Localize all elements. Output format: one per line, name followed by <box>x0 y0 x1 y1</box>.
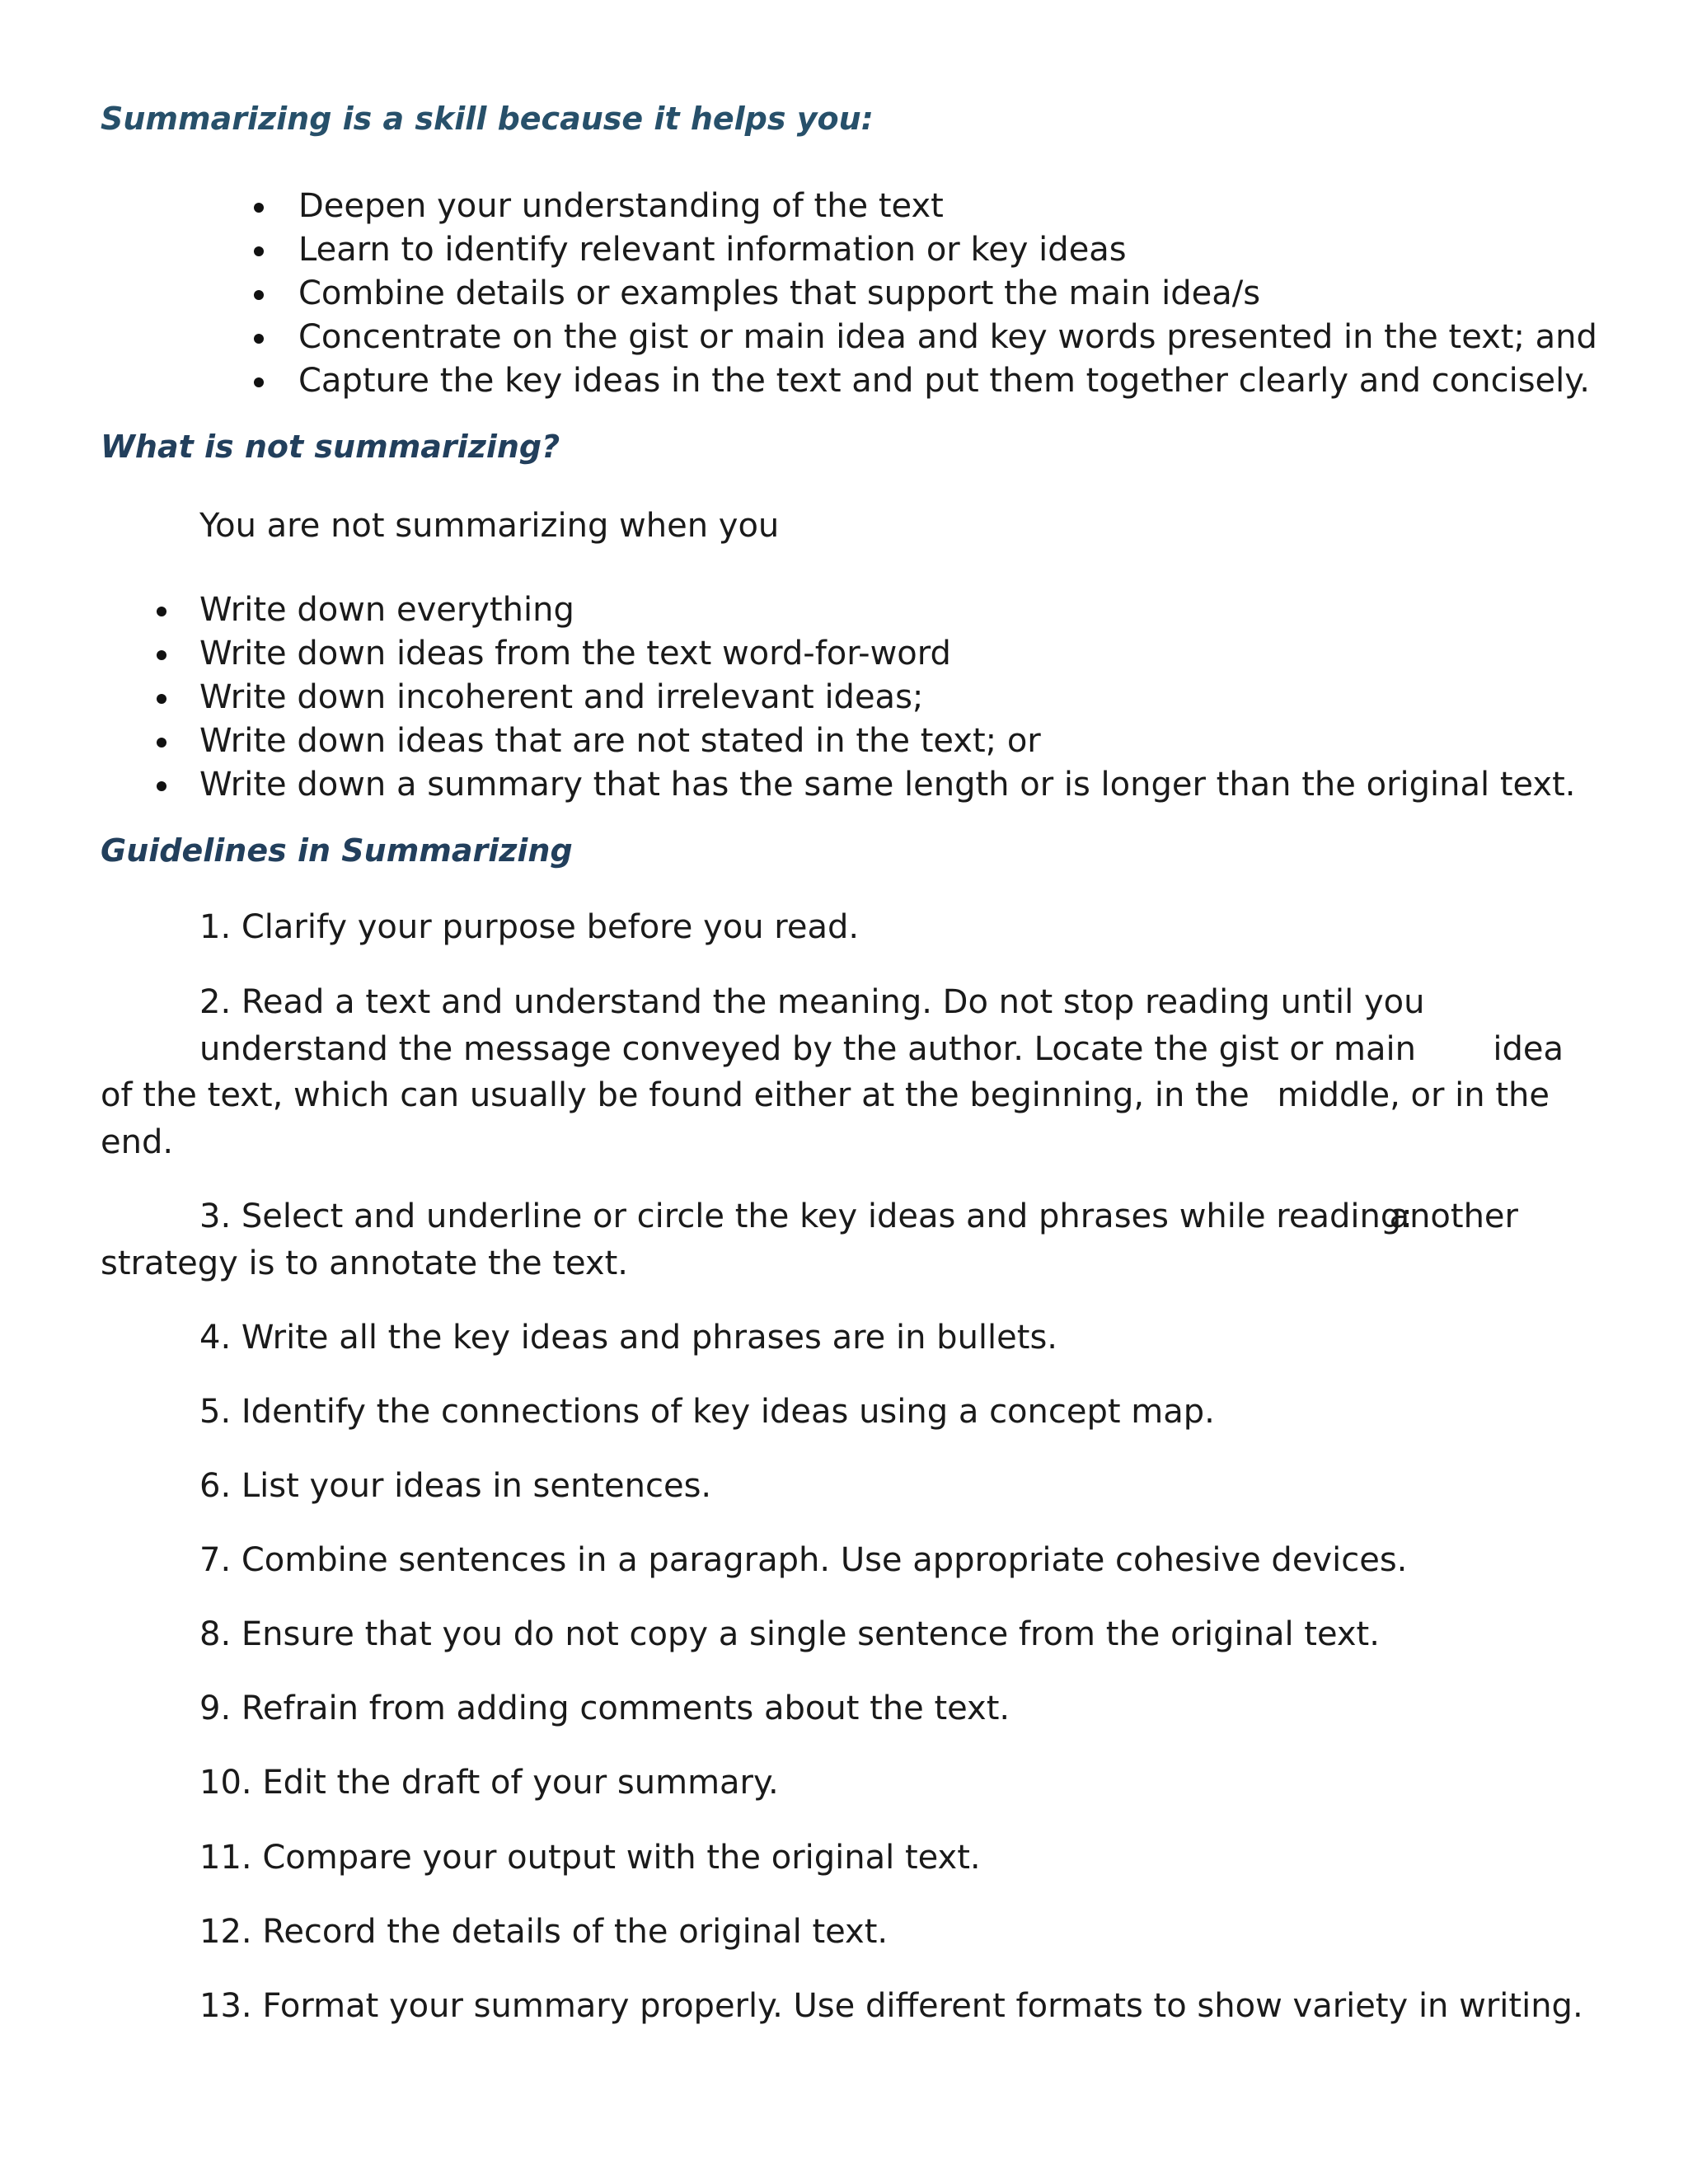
list-item: Capture the key ideas in the text and put them together clearly and concisely. <box>298 359 1597 403</box>
guideline-step-1: 1. Clarify your purpose before you read. <box>199 908 860 946</box>
bullet-icon <box>254 377 264 387</box>
list-item: Write down ideas from the text word-for-word <box>199 632 1576 676</box>
list-item: Deepen your understanding of the text <box>298 185 1597 228</box>
bullet-icon <box>157 781 166 791</box>
list-item: Combine details or examples that support the main idea/s <box>298 272 1597 316</box>
bullet-icon <box>157 650 166 660</box>
guideline-step-6: 6. List your ideas in sentences. <box>199 1467 712 1505</box>
list-item: Write down a summary that has the same length or is longer than the original text. <box>199 763 1576 807</box>
guideline-step-13: 13. Format your summary properly. Use different formats to show variety in writing. <box>199 1987 1583 2025</box>
step-3-line-1-end: another <box>1389 1197 1518 1235</box>
section-heading-guidelines: Guidelines in Summarizing <box>101 832 573 869</box>
list-item: Write down everything <box>199 588 1576 632</box>
list-item: Write down incoherent and irrelevant ideas; <box>199 676 1576 719</box>
skill-benefits-list <box>298 185 1597 403</box>
guideline-step-12: 12. Record the details of the original text. <box>199 1913 889 1951</box>
guideline-step-11: 11. Compare your output with the original text. <box>199 1839 981 1877</box>
step-3-line-1: 3. Select and underline or circle the key ideas and phrases while reading: <box>199 1197 1413 1235</box>
step-3-line-2: strategy is to annotate the text. <box>101 1244 628 1282</box>
guideline-step-9: 9. Refrain from adding comments about the text. <box>199 1690 1010 1727</box>
guideline-step-7: 7. Combine sentences in a paragraph. Use appropriate cohesive devices. <box>199 1541 1408 1579</box>
list-item: Write down ideas that are not stated in the text; or <box>199 719 1576 763</box>
bullet-icon <box>157 694 166 704</box>
guideline-step-2 <box>101 979 1564 1165</box>
section-heading-skill: Summarizing is a skill because it helps you: <box>101 101 874 137</box>
section-heading-not-summarizing: What is not summarizing? <box>101 429 560 465</box>
step-2-line-3: of the text, which can usually be found either at the beginning, in the <box>101 1076 1250 1114</box>
guideline-step-8: 8. Ensure that you do not copy a single sentence from the original text. <box>199 1615 1380 1653</box>
guideline-step-10: 10. Edit the draft of your summary. <box>199 1764 779 1802</box>
bullet-icon <box>254 246 264 256</box>
intro-text: You are not summarizing when you <box>199 507 780 545</box>
list-item: Concentrate on the gist or main idea and key words presented in the text; and <box>298 316 1597 359</box>
not-summarizing-list <box>199 588 1576 807</box>
step-2-line-1: 2. Read a text and understand the meaning. Do not stop reading until you <box>199 983 1425 1021</box>
bullet-icon <box>254 334 264 344</box>
bullet-icon <box>254 203 264 213</box>
bullet-icon <box>157 607 166 616</box>
step-2-line-4: end. <box>101 1122 174 1161</box>
step-2-line-2-end: idea <box>1493 1029 1564 1068</box>
bullet-icon <box>157 738 166 748</box>
bullet-icon <box>254 290 264 300</box>
list-item: Learn to identify relevant information or key ideas <box>298 228 1597 272</box>
step-2-line-3-end: middle, or in the <box>1277 1076 1550 1114</box>
guideline-step-3 <box>101 1193 1518 1286</box>
step-2-line-2: understand the message conveyed by the author. Locate the gist or main <box>199 1029 1416 1068</box>
guideline-step-5: 5. Identify the connections of key ideas using a concept map. <box>199 1393 1215 1431</box>
guideline-step-4: 4. Write all the key ideas and phrases are in bullets. <box>199 1319 1057 1357</box>
